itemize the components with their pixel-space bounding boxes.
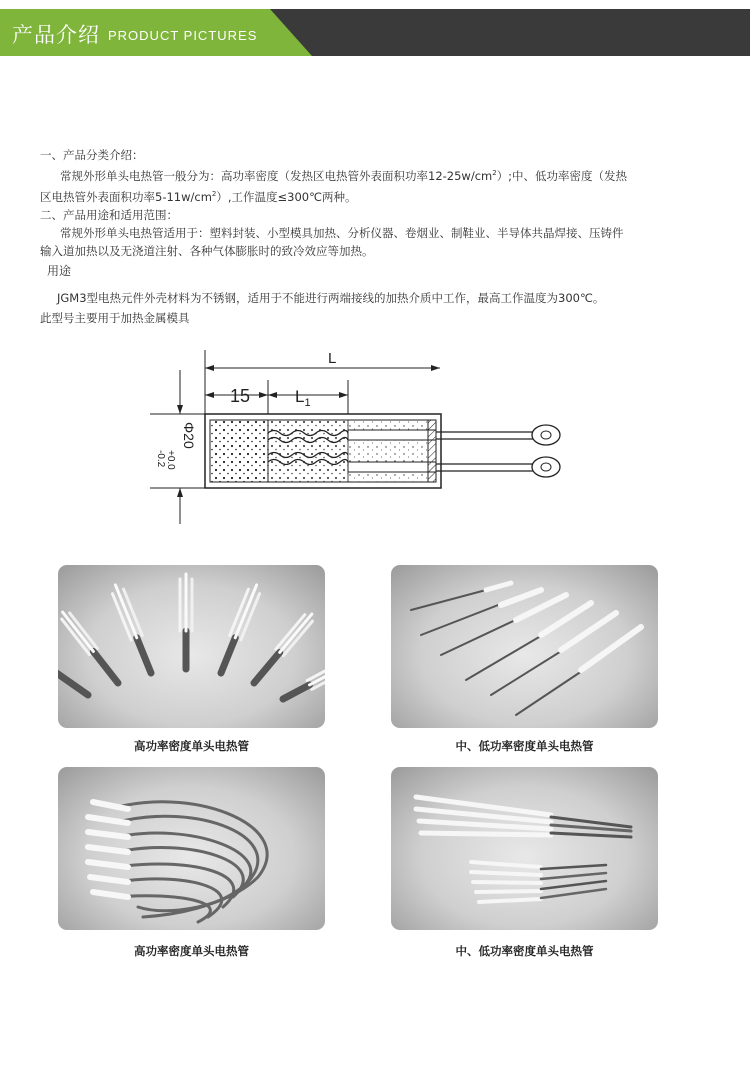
classification-line-2: 区电热管外表面积功率$5-11w/cm^2$）,工作温度≤300℃两种。	[40, 189, 357, 204]
usage-line-2: 此型号主要用于加热金属模具	[40, 311, 190, 325]
heater-dimension-diagram	[150, 340, 580, 530]
intro-section	[40, 146, 710, 260]
dim-label-L1: $L_1$	[295, 387, 311, 409]
classification-line-1: 常规外形单头电热管一般分为：高功率密度（发热区电热管外表面积功率$12-25w/cm^2$）;中、低功率密度（发热	[60, 168, 628, 183]
dim-label-15: 15	[230, 386, 251, 406]
photo-high-density-long-leads	[58, 767, 325, 930]
photo-mid-low-density-bundles	[391, 767, 658, 930]
banner-subtitle: PRODUCT PICTURES	[108, 28, 258, 43]
heading-classification: 一、产品分类介绍：	[40, 148, 144, 162]
caption-photo-2: 中、低功率密度单头电热管	[455, 739, 594, 753]
dim-label-L: L	[328, 350, 337, 367]
applications-line-2: 输入道加热以及无浇道注射、各种气体膨胀时的致冷效应等加热。	[40, 243, 374, 258]
header-banner	[0, 9, 750, 56]
photo-mid-low-density-rods	[391, 565, 658, 728]
usage-line-1: JGM3型电热元件外壳材料为不锈钢，适用于不能进行两端接线的加热介质中工作，最高工作温度为300℃。	[57, 291, 605, 305]
banner-title: 产品介绍	[12, 23, 100, 47]
caption-photo-1: 高功率密度单头电热管	[134, 739, 249, 753]
dim-tol-bottom: -0.2	[155, 450, 166, 468]
dim-tol-top: +0.0	[165, 450, 176, 470]
photo-high-density-fan	[58, 565, 325, 728]
caption-photo-3: 高功率密度单头电热管	[134, 944, 249, 958]
caption-photo-4: 中、低功率密度单头电热管	[455, 944, 594, 958]
heading-applications: 二、产品用途和适用范围：	[40, 207, 178, 222]
usage-title: 用途	[47, 264, 72, 278]
dim-label-diameter: Φ20	[181, 422, 197, 449]
applications-line-1: 常规外形单头电热管适用于：塑料封装、小型模具加热、分析仪器、卷烟业、制鞋业、半导体共晶焊接、压铸件	[60, 225, 624, 240]
